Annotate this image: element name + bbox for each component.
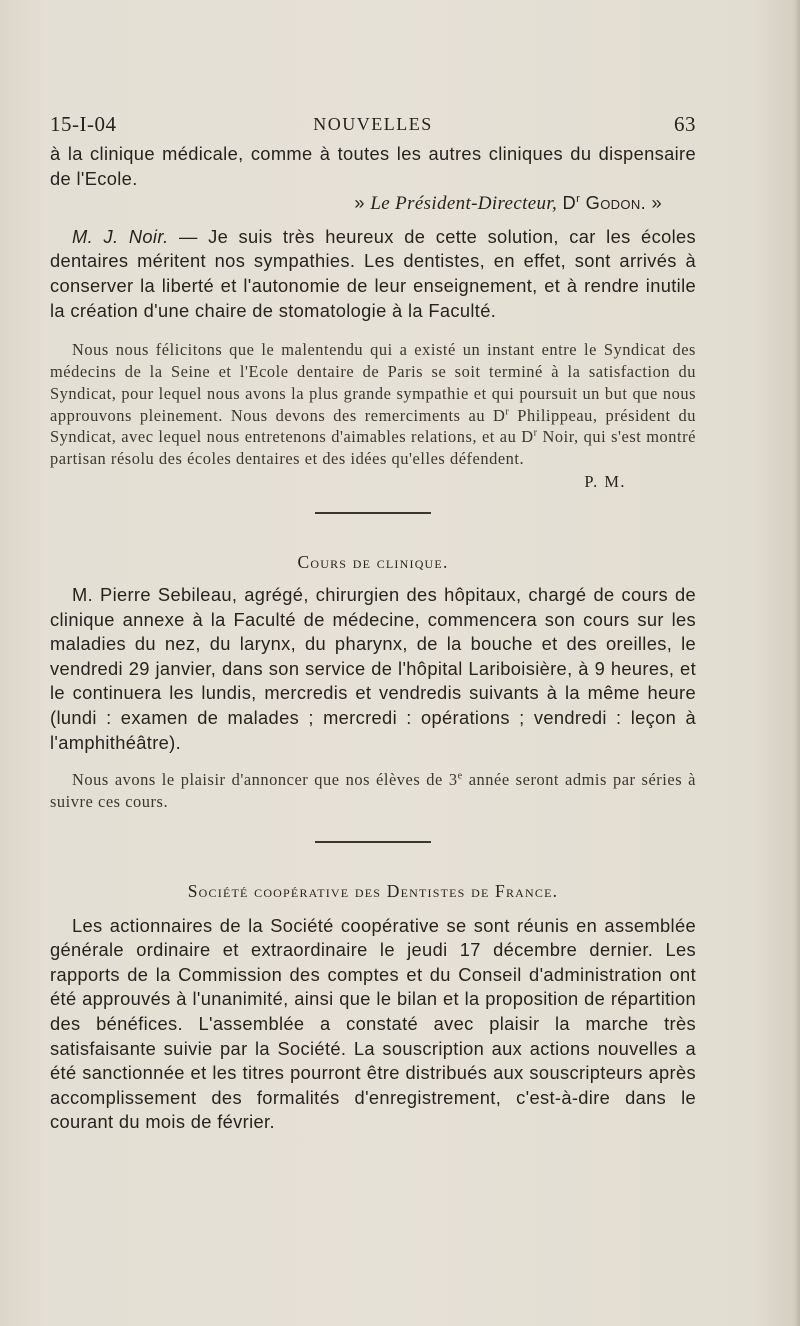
cours-paragraph: M. Pierre Sebileau, agrégé, chirurgien des hôpitaux, chargé de cours de clinique annexe à la Faculté de médecine, commencera son cours sur les maladies du nez, du larynx, du pharynx, de la bouche et des oreilles, le vendredi 29 janvier, dans son service de l'hôpital Lariboisière, à 9 heures, et le continuera les lundis, mercredis et vendredis suivants à la même heure (lundi : examen de malades ; mercredi : opérations ; vendredi : leçon à l'amphithéâtre). [50,583,696,753]
page-content [50,112,696,1135]
commentary-sup-a: r [505,406,510,418]
header-date: 15-I-04 [50,112,117,136]
section-title-cours: Cours de clinique. [297,551,449,572]
signature-line [50,191,696,217]
running-header [50,112,696,142]
commentary-text-b: Philippeau, président du Syndicat, avec lequel nous entretenons d'aimables relations, et au D [50,405,696,447]
author-initials: P. M. [584,471,626,491]
societe-paragraph: Les actionnaires de la Société coopérative se sont réunis en assemblée générale ordinaire et extraordinaire le jeudi 17 décembre dernier. Les rapports de la Commission des comptes et du Conseil d'administration ont été approuvés à l'unanimité, ainsi que le bilan et la proposition de répartition des bénéfices. L'assemblée a constaté avec plaisir la marche très satisfaisante suivie par la Société. La souscription aux actions nouvelles a été sanctionnée et les titres pourront être distribués aux souscripteurs après accomplissement des formalités d'enregistrement, c'est-à-dire dans le courant du mois de février. [50,914,696,1133]
signature-dr: D [557,192,577,214]
speaker-text: — Je suis très heureux de cette solution, car les écoles dentaires méritent nos sympathies. Les dentistes, en effet, sont arrivés à conserver la liberté et l'autonomie de leur enseignement, et à rendre inutile la création d'une chaire de stomatologie à la Faculté. [50,225,696,321]
cours-note-sup: e [457,770,463,782]
signature-name: Godon. [580,192,647,214]
commentary-paragraph [50,339,696,470]
noir-paragraph [50,225,696,323]
cours-note [50,769,696,813]
continued-paragraph: à la clinique médicale, comme à toutes les autres cliniques du dispensaire de l'Ecole. [50,143,696,189]
speaker-name: M. J. Noir. [72,225,169,247]
cours-note-a: Nous avons le plaisir d'annoncer que nos élèves de 3 [72,770,458,790]
signature-title: Le Président-Directeur, [370,193,558,215]
signature-dr-sup: r [576,193,581,206]
cours-note-b: année seront admis par séries à suivre ces cours. [50,770,696,811]
section-title-societe: Société coopérative des Dentistes de France. [187,880,559,901]
commentary-sup-b: r [533,427,538,439]
open-quote: » [354,192,371,214]
close-quote: » [646,192,662,214]
page-number: 63 [674,112,696,136]
commentary-text-c: Noir, qui s'est montré partisan résolu des écoles dentaires et des idées qu'elles défendent. [50,427,696,469]
commentary-text-a: Nous nous félicitons que le malentendu qui a existé un instant entre le Syndicat des médecins de la Seine et l'Ecole dentaire de Paris se soit terminé à la satisfaction du Syndicat, pour lequel nous avons la plus grande sympathie et qui poursuit un but que nous approuvons pleinement. Nous devons des remerciments au D [50,340,696,425]
header-section: NOUVELLES [313,114,433,134]
